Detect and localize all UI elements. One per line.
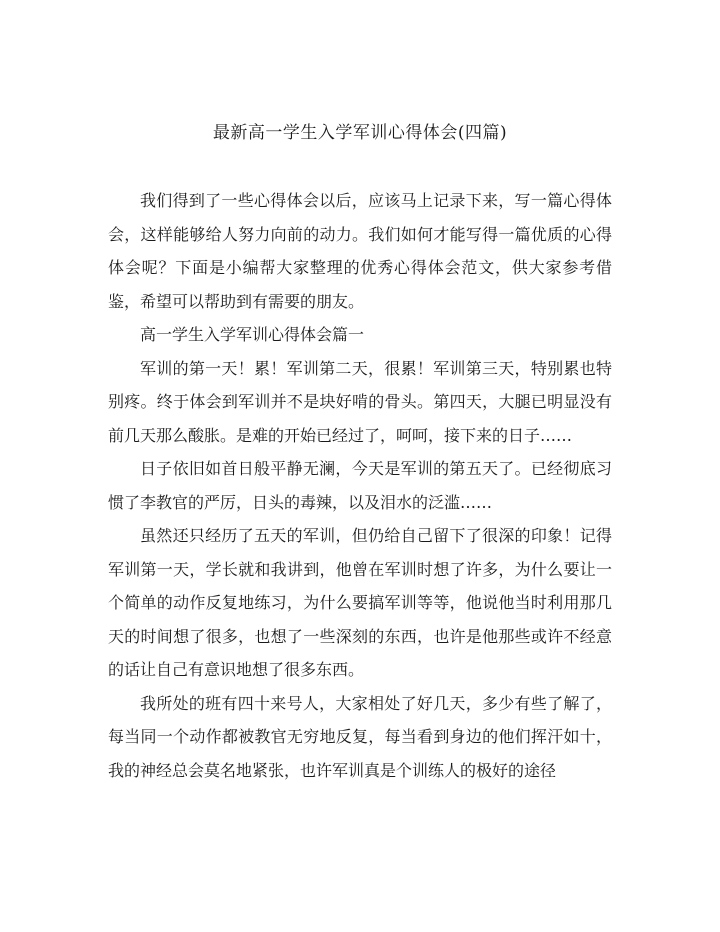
document-title: 最新高一学生入学军训心得体会(四篇)	[212, 123, 508, 143]
body-paragraph: 军训的第一天！累！军训第二天，很累！军训第三天，特别累也特别疼。终于体会到军训并不是块好啃的骨头。第四天，大腿已明显没有前几天那么酸胀。是难的开始已经过了，呵呵，接下来的日子……	[108, 358, 612, 445]
body-paragraph: 虽然还只经历了五天的军训，但仍给自己留下了很深的印象！记得军训第一天，学长就和我讲到，他曾在军训时想了许多，为什么要让一个简单的动作反复地练习，为什么要搞军训等等，他说他当时利用那几天的时间想了很多，也想了一些深刻的东西，也许是他那些或许不经意的话让自己有意识地想了很多东西。	[108, 526, 612, 679]
section-heading: 高一学生入学军训心得体会篇一	[140, 325, 365, 344]
body-paragraph: 我所处的班有四十来号人，大家相处了好几天，多少有些了解了，每当同一个动作都被教官无穷地反复，每当看到身边的他们挥汗如十，我的神经总会莫名地紧张，也许军训真是个训练人的极好的途径	[108, 693, 612, 780]
intro-paragraph: 我们得到了一些心得体会以后，应该马上记录下来，写一篇心得体会，这样能够给人努力向前的动力。我们如何才能写得一篇优质的心得体会呢？下面是小编帮大家整理的优秀心得体会范文，供大家参考借鉴，希望可以帮助到有需要的朋友。	[108, 191, 612, 311]
document-body	[108, 184, 612, 787]
body-paragraph: 日子依旧如首日般平静无澜，今天是军训的第五天了。已经彻底习惯了李教官的严厉，日头的毒辣，以及泪水的泛滥……	[108, 459, 612, 512]
